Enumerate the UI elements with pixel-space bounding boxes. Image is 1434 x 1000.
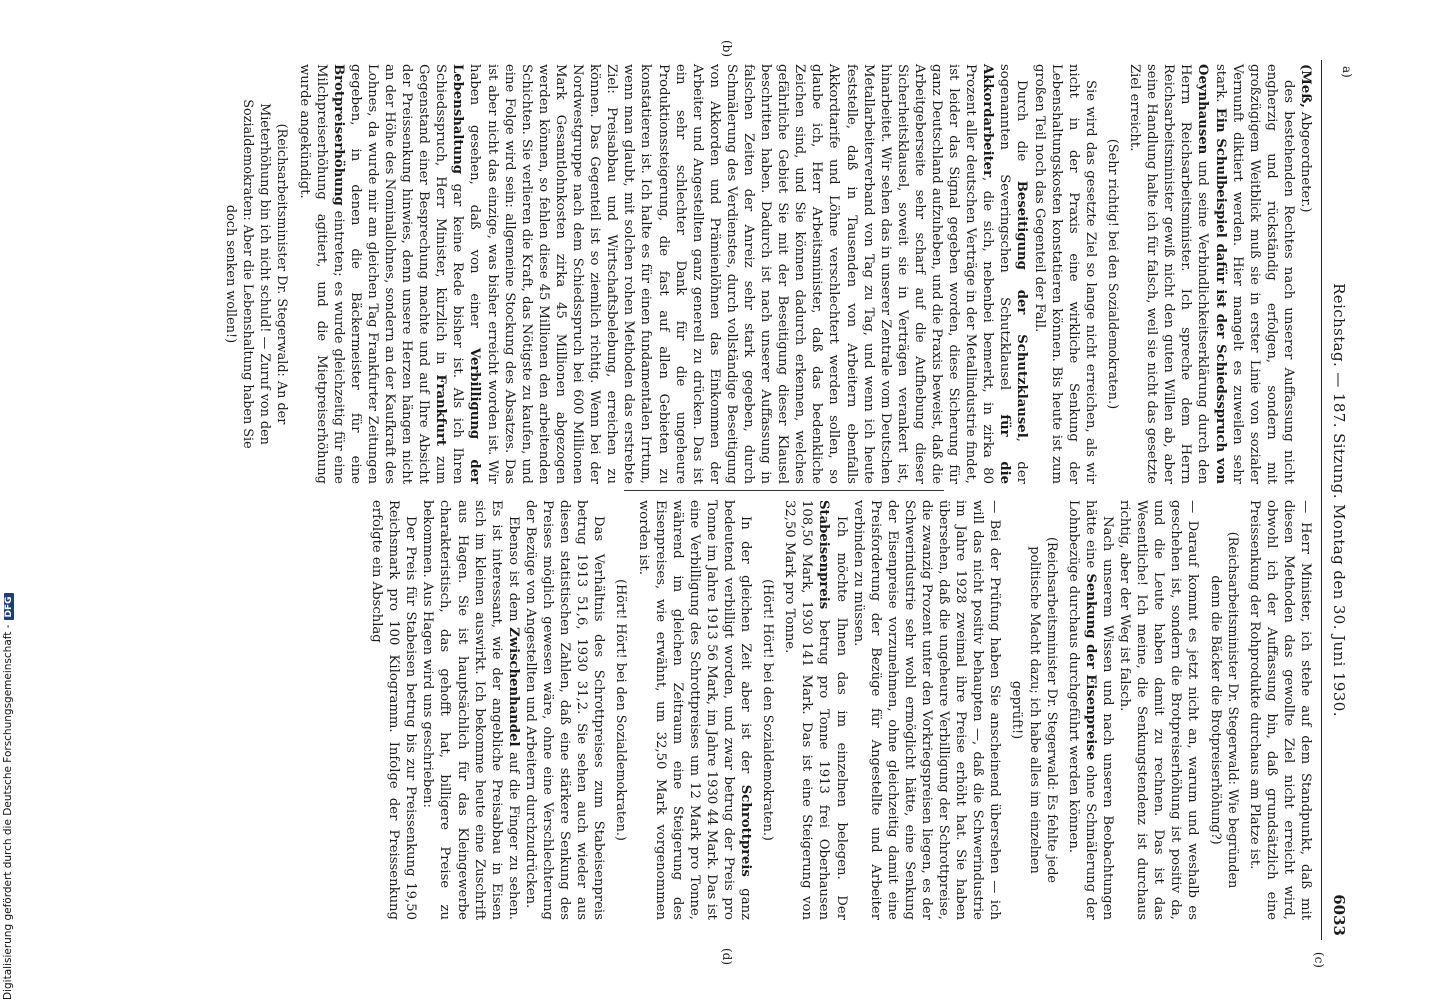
emphasized-text: Schrottpreis xyxy=(738,784,754,877)
emphasized-text: Beseitigung der Schutzklausel xyxy=(1014,180,1030,438)
text-run: und seine Verbindlichkeitserklärung durch den Herrn Reichsarbeitsminister. Ich spreche dem Herrn Reichsarbeitsminister gewiß nicht den guten Willen ab, aber seine Handlung halte ich für falsch, weil sie nicht das gesetzte Ziel erreicht. xyxy=(1127,64,1211,484)
interjection: (Reichsarbeitsminister Dr. Stegerwald: Es fehlte jede politische Macht dazu; ich habe alles im einzelnen geprüft!) xyxy=(1009,536,1059,884)
paragraph xyxy=(1031,64,1099,484)
paragraph xyxy=(781,500,849,920)
paragraph xyxy=(634,500,754,920)
emphasized-text: Frankfurt xyxy=(433,374,449,447)
text-run: Sie wird das gesetzte Ziel so lange nicht erreichen, als wir nicht in der Praxis eine wirkliche Senkung der Lebenshaltungskosten konstatieren können. Bis heute ist zum großen Teil noch das Gegenteil der Fall. xyxy=(1031,64,1098,484)
paragraph xyxy=(1126,64,1297,484)
page-title: Reichstag. — 187. Sitzung. Montag den 30. Juni 1930. xyxy=(1330,283,1348,717)
text-run: In der gleichen Zeit aber ist der xyxy=(738,516,754,785)
margin-letter-d: (d) xyxy=(720,948,734,966)
interjection: (Sehr richtig! bei den Sozialdemokraten.) xyxy=(1104,138,1120,410)
digitization-footer xyxy=(2,0,16,1000)
text-run: Ebenso ist dem xyxy=(505,516,521,628)
page-number: 6033 xyxy=(1330,894,1348,936)
text-run: Das Verhältnis des Schrottpreises zum Stabeisenpreis betrug 1913 51,6, 1930 31,2. Sie sehen auch wieder aus diesen statistischen Zahlen, daß eine stärkere Senkung des Preises möglich gewesen wäre, ohne eine Verschlechterung der Bezüge von Angestellten und Arbeitern durchzudrücken. xyxy=(522,500,607,920)
margin-letter-a: a) xyxy=(1340,66,1354,78)
text-run: — Darauf kommt es jetzt nicht an, warum und weshalb es geschehen ist, sondern die Brotpreiserhöhung ist positiv da, und die Leute haben damit zu rechnen. Das ist das Wesentliche! Ich meine, die Senkungstendenz ist durchaus richtig, aber der Weg ist falsch. xyxy=(1117,500,1201,920)
emphasized-text: Senkung der Eisenpreise xyxy=(1082,573,1098,761)
interjection: (Reichsarbeitsminister Dr. Stegerwald: An der Mieterhöhung bin ich nicht schuld! — Zuruf von den Sozialdemokraten: Aber die Lebenshaltung haben Sie doch senken wollen!) xyxy=(223,99,290,449)
credit-text: Digitalisierung gefördert durch die Deutsche Forschungsgemeinschaft - xyxy=(2,624,14,1000)
emphasized-text: Zwischenhandel xyxy=(505,627,521,747)
text-run: betrug pro Tonne 1913 frei Oberhausen 108,50 Mark, 1930 141 Mark. Das ist eine Steigerung von 32,50 Mark pro Tonne. xyxy=(782,500,832,920)
text-run: gar keine Rede bisher ist. Als ich Ihren Schiedsspruch, Herr Minister, kürzlich in xyxy=(433,64,466,484)
column-divider xyxy=(624,490,944,491)
margin-letter-b: (b) xyxy=(720,40,734,58)
text-run: Durch die xyxy=(1014,80,1030,181)
paragraph xyxy=(419,500,522,920)
text-run: des bestehenden Rechtes nach unserer Auffassung nicht engherzig und rückständig erfolgen, sondern mit großzügigem Weitblick muß sie in erster Linie von sozialer Vernunft diktiert werden. Hier mangelt es zuweilen sehr stark. xyxy=(1212,64,1296,484)
emphasized-text: (Meß, xyxy=(1298,64,1313,108)
emphasized-text: für die Akkordarbeiter xyxy=(980,64,1013,484)
interjection: (Hört! Hört! bei den Sozialdemokraten.) xyxy=(760,579,776,841)
paragraph xyxy=(295,64,1030,484)
paragraph xyxy=(1246,500,1314,920)
paragraph xyxy=(522,500,607,920)
paragraph xyxy=(368,500,419,920)
text-run: — Herr Minister, ich stehe auf dem Standpunkt, daß mit diesen Methoden das gewollte Ziel nicht erreicht wird, obwohl ich der Auffassung bin, daß grundsätzlich eine Preissenkung der Rohprodukte durchaus am Platze ist. xyxy=(1246,500,1313,920)
text-run: , die sich, nebenbei bemerkt, in zirka 80 Prozent aller deutschen Verträge in der Metallindustrie findet, ist leider das Signal gegeben worden, diese Sicherung für ganz Deutschland aufzuheben, und die Praxis beweist, daß die Arbeitgeberseite sehr scharf auf die Aufhebung dieser Sicherheitsklausel, soweit sie in Verträgen verankert ist, hinarbeitet. Wir sehen das in unserer Zentrale vom Deutschen Metallarbeiterverband von Tag zu Tag, und wenn ich heute feststelle, daß in Tausenden von Arbeitern ebenfalls Akkordtarife und Löhne verschlechtert werden sollen, so glaube ich, Herr Arbeitsminister, daß das bedenkliche Zeichen sind, und Sie können dadurch erkennen, welches gefährliche Gebiet Sie mit der Beseitigung dieser Klausel beschritten haben. Dadurch ist nach unserer Auffassung in falschen Zeiten der Anreiz sehr stark gegeben, durch Schmälerung des Verdienstes, durch vollständige Beseitigung von Akkorden und Prämienlöhnen das Einkommen der Arbeiter und Angestellten ganz generell zu drücken. Das ist ein sehr schlechter Dank für die ungeheure Produktionssteigerung, die fast auf allen Gebieten zu konstatieren ist. Ich halte es für einen fundamentalen Irrtum, wenn man glaubt, mit solchen rohen Methoden das erstrebte Ziel: Preisabbau und Wirtschaftsbelebung, erreichen zu können. Das Gegenteil ist so ziemlich richtig. Wenn bei der Nordwestgruppe nach dem Schiedsspruch bei 600 Millionen Mark Gesamtlohnkosten zirka 45 Millionen abgezogen werden können, so fehlen diese 45 Millionen den arbeitenden Schichten. Sie verlieren die Kraft, das Nötigste zu kaufen, und eine Folge wird sein: allgemeine Stockung des Absatzes. Das ist aber nicht das einzige, was bisher erreicht worden ist. Wir haben gesehen, daß von einer xyxy=(467,64,996,484)
paragraph xyxy=(1065,500,1116,920)
text-run: , der sogenannten Severingschen Schutzklausel xyxy=(997,64,1030,484)
paragraph xyxy=(850,500,1004,920)
text-run: — Bei der Prüfung haben Sie anscheinend übersehen — ich will das nicht positiv behaupten —, daß die Schwerindustrie im Jahre 1928 zweimal ihre Preise erhöht hat. Sie haben übersehen, daß die ungeheure Verbilligung der Schrottpreise, die zwanzig Prozent unter den Vorkriegspreisen liegen, es der Schwerindustrie sehr wohl ermöglicht hätte, eine Senkung der Eisenpreise vorzunehmen, ohne gleichzeitig damit eine Preisforderung der Bezüge für Angestellte und Arbeiter verbinden zu müssen. xyxy=(850,500,1003,920)
text-run: zum Gegenstand einer Besprechung machte und auf Ihre Absicht der Preissenkung hinwies, denn unsere Herzen hängen nicht an der Höhe des Nominallohnes, sondern an der Kaufkraft des Lohnes, da wurde mir am gleichen Tag Frankfurter Zeitungen gegeben, in denen die Bäckermeister für eine xyxy=(347,64,449,484)
text-run: Nach unserem Wissen und nach unseren Beobachtungen hätte eine xyxy=(1082,500,1115,920)
emphasized-text: Verbilligung der Lebenshaltung xyxy=(450,64,483,484)
text-run: Abgeordneter.) xyxy=(1298,107,1313,213)
emphasized-text: Brotpreiserhöhung xyxy=(330,64,346,206)
paragraph xyxy=(1297,64,1314,484)
text-run: ohne Schmälerung der Lohnbezüge durchaus durchgeführt werden können. xyxy=(1065,500,1098,920)
margin-letter-c: (c) xyxy=(1312,951,1326,968)
interjection: (Hört! Hört! bei den Sozialdemokraten.) xyxy=(613,579,629,841)
page-header xyxy=(1312,60,1356,968)
emphasized-text: Ein Schulbeispiel dafür ist der Schiedsspruch von Oeynhausen xyxy=(1195,64,1228,485)
dfg-logo: DFG xyxy=(4,593,14,620)
paragraph xyxy=(1116,500,1201,920)
digitization-credit xyxy=(2,593,14,1000)
emphasized-text: Stabeisenpreis xyxy=(816,500,832,610)
interjection: (Reichsarbeitsminister Dr. Stegerwald: Wie begründen denn die Bäcker die Brotpreiserhöhung?) xyxy=(1207,531,1240,889)
right-column xyxy=(368,500,1314,920)
text-run: Ich möchte Ihnen das im einzelnen belegen. Der xyxy=(833,516,849,920)
text-run: Der Preis für Stabeisen betrug bis zur Preissenkung 19,50 Reichsmark pro 100 Kilogramm. Infolge der Preissenkung erfolgte ein Abschlag xyxy=(369,500,419,920)
text-run: ganz bedeutend verbilligt worden, und zwar betrug der Preis pro Tonne im Jahre 1913 56 Mark, im Jahre 1930 44 Mark. Das ist eine Verbilligung des Schrottpreises um 12 Mark pro Tonne, während im gleichen Zeitraum eine Steigerung des Eisenpreises, wie erwähnt, um 32,50 Mark vorgenommen worden ist. xyxy=(635,500,754,921)
left-column xyxy=(217,64,1314,484)
text-run: auf die Finger zu sehen. Es ist interessant, wie der angebliche Preisabbau in Eisen sich im kleinen auswirkt. Ich bekomme heute eine Zuschrift aus Hagen. Sie ist hauptsächlich für das Kleingewerbe charakteristisch, das gehofft hat, billigere Preise zu bekommen. Aus Hagen wird uns geschrieben: xyxy=(420,500,521,920)
text-run: eintreten; es wurde gleichzeitig für eine Milchpreiserhöhung agitiert, und die Mietpreiserhöhung wurde angekündigt. xyxy=(296,64,346,484)
